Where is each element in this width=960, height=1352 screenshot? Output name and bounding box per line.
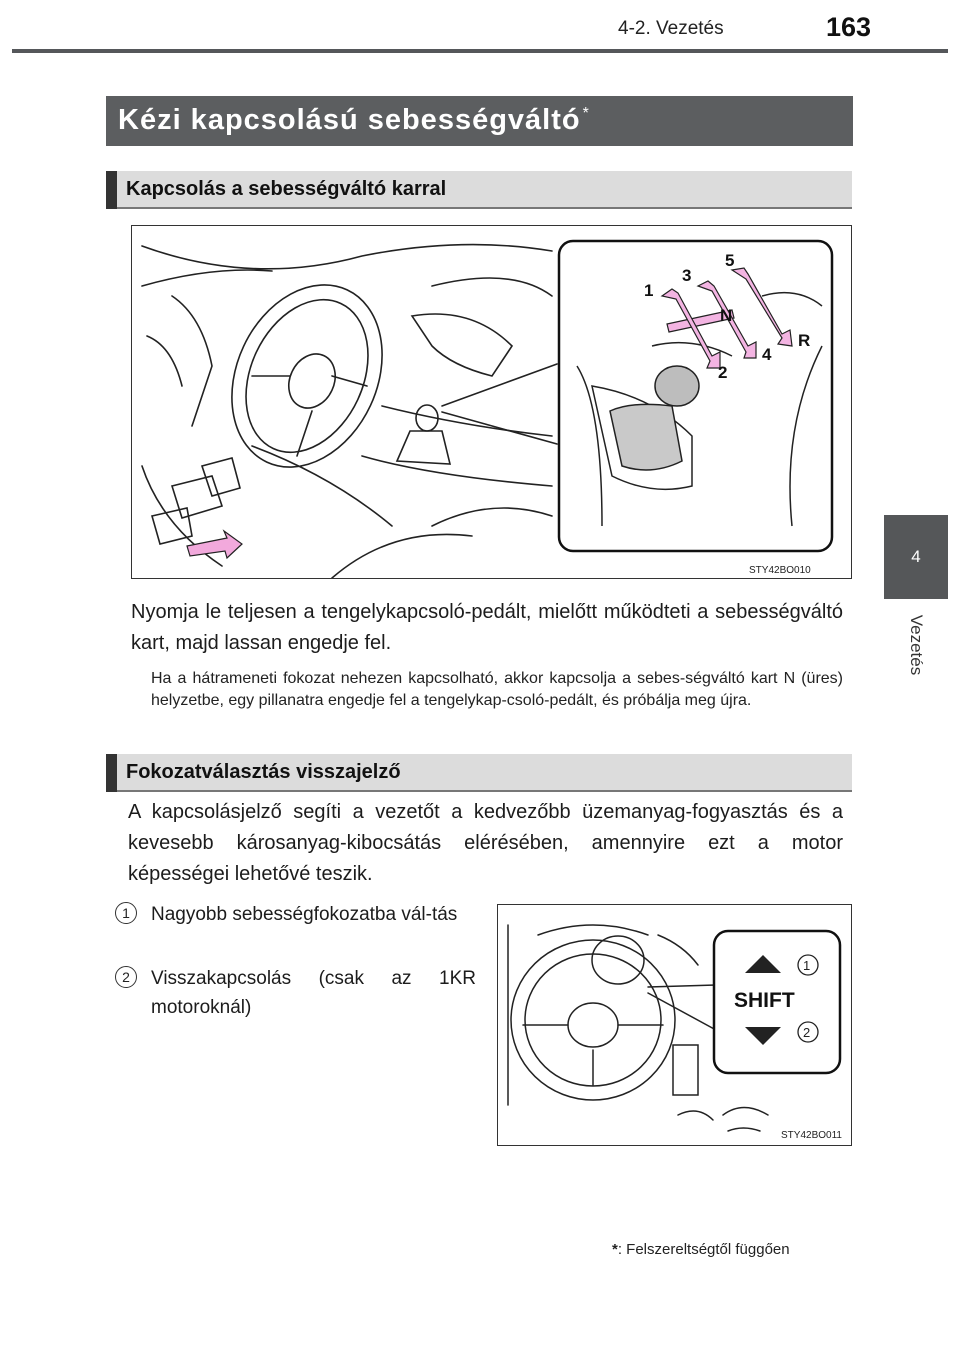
callout-1: 1 (803, 958, 811, 973)
page-number: 163 (826, 12, 872, 42)
footnote-text: : Felszereltségtől függően (617, 1241, 790, 1258)
gear-label-1: 1 (644, 281, 654, 300)
item-number-1: 1 (115, 902, 137, 924)
shift-lever-illustration (132, 226, 851, 578)
header-rule (12, 49, 948, 53)
figure-code-2: STY42BO011 (781, 1130, 842, 1141)
item-number-2: 2 (115, 966, 137, 988)
figure-shift-indicator (497, 904, 852, 1146)
shift-instruction-paragraph: Nyomja le teljesen a tengelykapcsoló-pedált, mielőtt működteti a sebességváltó kart, majd lassan engedje fel. (131, 601, 843, 654)
footnote-mark: * (612, 1241, 618, 1258)
section-heading-gear-indicator (106, 754, 852, 792)
gear-label-r: R (798, 331, 811, 350)
item-text-upshift: Nagyobb sebességfokozatba vál-tás (151, 904, 458, 925)
figure-code-1: STY42BO010 (749, 565, 811, 576)
page-title-asterisk: * (582, 105, 590, 123)
item-text-downshift: Visszakapcsolás (csak az 1KR motoroknál) (151, 968, 476, 1018)
figure-shift-lever (131, 225, 852, 579)
page-title-text: Kézi kapcsolású sebességváltó (118, 104, 581, 136)
footnote (612, 1241, 790, 1258)
shift-indicator-label: SHIFT (734, 989, 795, 1012)
section-heading-shift-lever (106, 171, 852, 209)
gear-label-2: 2 (718, 363, 728, 382)
gear-label-n: N (720, 306, 733, 325)
chapter-tab-label (886, 600, 946, 690)
gear-label-3: 3 (682, 266, 692, 285)
gear-label-4: 4 (762, 345, 772, 364)
chapter-tab-number: 4 (884, 515, 948, 599)
chapter-tab-label-text: Vezetés (907, 614, 926, 676)
section-heading-marker (106, 171, 117, 209)
callout-2: 2 (803, 1025, 811, 1040)
gear-label-5: 5 (725, 251, 735, 270)
gear-indicator-paragraph: A kapcsolásjelző segíti a vezetőt a kedvezőbb üzemanyag-fogyasztás és a kevesebb károsanyag-kibocsátás elérésében, amennyire ezt a motor képességei lehetővé teszik. (128, 801, 843, 885)
section-heading-text: Kapcsolás a sebességváltó karral (126, 178, 447, 200)
section-heading-text: Fokozatválasztás visszajelző (126, 761, 401, 783)
reverse-gear-note: Ha a hátrameneti fokozat nehezen kapcsolható, akkor kapcsolja a sebes-ségváltó kart N (üres) helyzetbe, egy pillanatra engedje fel a tengelykap-csoló-pedált, és próbálja meg újra. (151, 670, 843, 709)
section-heading-marker (106, 754, 117, 792)
header-section-title: 4-2. Vezetés (618, 18, 724, 39)
page-title (118, 104, 590, 137)
shift-indicator-illustration (498, 905, 851, 1145)
